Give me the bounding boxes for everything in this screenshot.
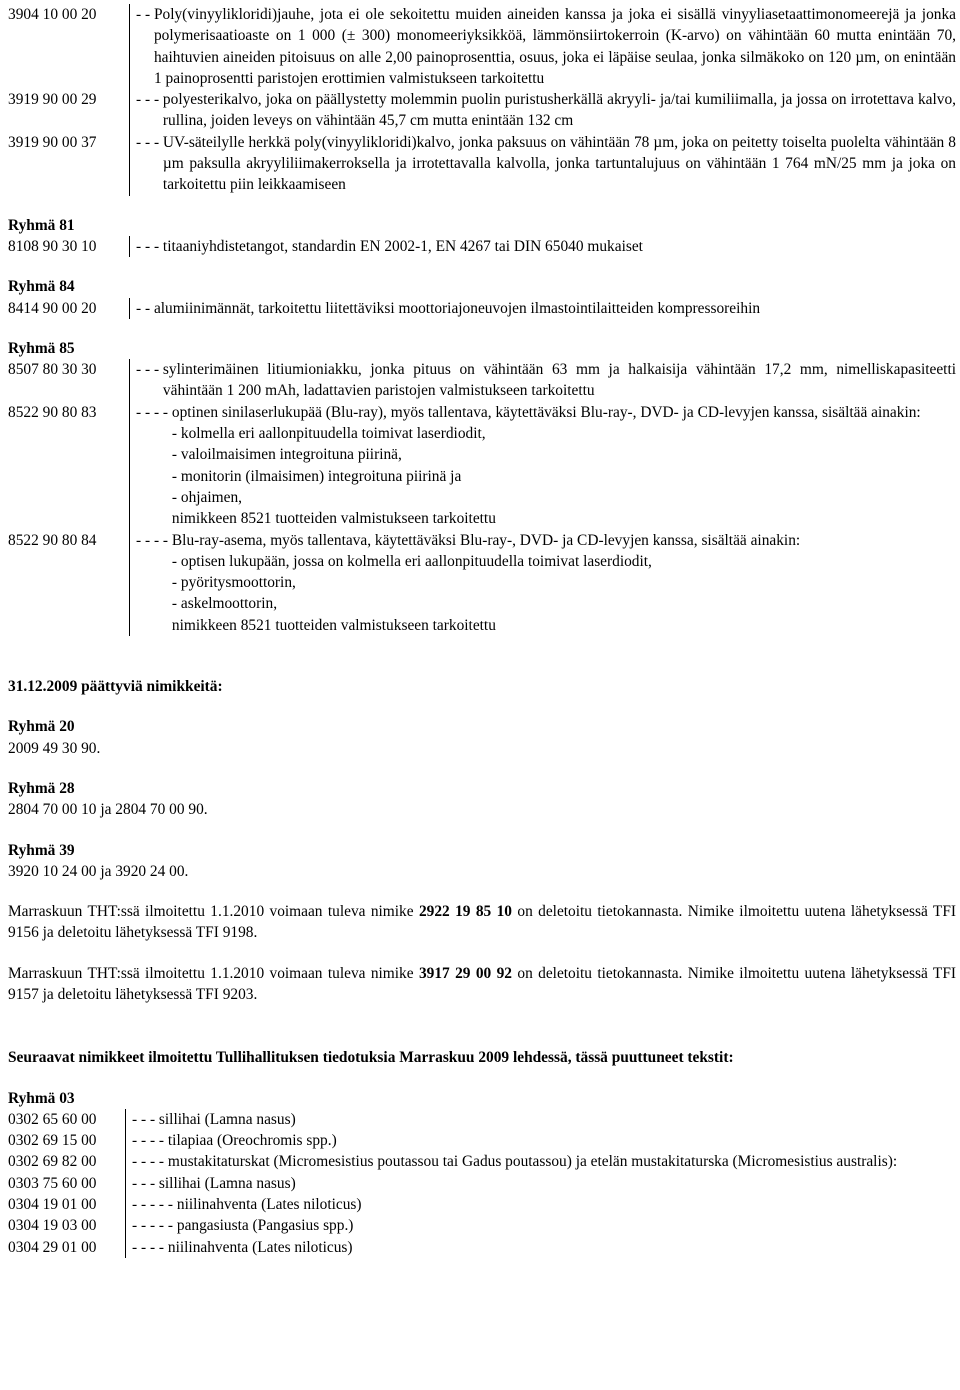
tariff-code: 0304 19 01 00 <box>8 1194 126 1215</box>
indent-dashes: - - - - - <box>132 1196 177 1214</box>
ended-item: 3920 10 24 00 ja 3920 24 00. <box>8 862 189 880</box>
tariff-entry <box>8 1130 960 1151</box>
tariff-entry <box>8 1173 960 1194</box>
note-code: 3917 29 00 92 <box>418 964 513 982</box>
tariff-description <box>172 530 956 636</box>
note-text: Marraskuun THT:ssä ilmoitettu 1.1.2010 voimaan tuleva nimike <box>8 903 419 921</box>
description-line: - valoilmaisimen integroituna piirinä, <box>171 446 402 464</box>
description-line: optinen sinilaserlukupää (Blu-ray), myös tallentava, käytettäväksi Blu-ray-, DVD- ja CD-levyjen kanssa, sisältää ainakin: <box>171 403 921 421</box>
tariff-list-block1 <box>8 4 960 196</box>
tariff-description: sylinterimäinen litiumioniakku, jonka pituus on vähintään 63 mm ja halkaisija vähintään 17,2 mm, nimelliskapasiteetti vähintään 1 200 mAh, ladattavien paristojen valmistukseen tarkoitettu <box>162 361 956 400</box>
indent-dashes: - - - - <box>136 403 172 421</box>
description-line: nimikkeen 8521 tuotteiden valmistukseen tarkoitettu <box>171 510 496 528</box>
group-heading: Ryhmä 84 <box>8 278 75 296</box>
tariff-code: 0303 75 60 00 <box>8 1173 126 1194</box>
section-heading: Seuraavat nimikkeet ilmoitettu Tullihallituksen tiedotuksia Marraskuu 2009 lehdessä, tässä puuttuneet tekstit: <box>8 1049 734 1067</box>
description-line: - askelmoottorin, <box>171 595 278 613</box>
tariff-entry <box>8 530 960 636</box>
tariff-entry <box>8 236 960 257</box>
tariff-description: titaaniyhdistetangot, standardin EN 2002-1, EN 4267 tai DIN 65040 mukaiset <box>162 237 643 255</box>
indent-dashes: - - - <box>136 237 163 255</box>
tariff-code: 0304 19 03 00 <box>8 1215 126 1236</box>
tariff-code: 0302 69 82 00 <box>8 1151 126 1172</box>
indent-dashes: - - - <box>136 361 163 379</box>
tariff-code: 8522 90 80 83 <box>8 402 130 530</box>
tariff-code: 3904 10 00 20 <box>8 4 130 89</box>
indent-dashes: - - - - <box>132 1238 168 1256</box>
tariff-entry <box>8 1215 960 1236</box>
tariff-code: 0302 65 60 00 <box>8 1109 126 1130</box>
indent-dashes: - - <box>136 6 154 23</box>
description-line: Blu-ray-asema, myös tallentava, käytettäväksi Blu-ray-, DVD- ja CD-levyjen kanssa, sisältää ainakin: <box>171 531 801 549</box>
note-text: Marraskuun THT:ssä ilmoitettu 1.1.2010 voimaan tuleva nimike <box>8 964 419 982</box>
tariff-description: sillihai (Lamna nasus) <box>158 1174 296 1192</box>
indent-dashes: - - - <box>132 1174 159 1192</box>
description-line: - pyöritysmoottorin, <box>171 574 296 592</box>
tariff-entry <box>8 89 960 132</box>
indent-dashes: - - - - <box>136 531 172 549</box>
tariff-code: 0302 69 15 00 <box>8 1130 126 1151</box>
tariff-entry <box>8 359 960 402</box>
tariff-description: UV-säteilylle herkkä poly(vinyylikloridi)kalvo, jonka paksuus on vähintään 78 µm, joka on peitetty toiselta puolelta vähintään 8 µm paksulla akryyliliimakerroksella ja irrotettavalla kalvolla, jonka tartuntalujuus on vähintään 1 764 mN/25 mm ja joka on tarkoitettu piin leikkaamiseen <box>162 133 956 194</box>
tariff-description <box>172 402 956 530</box>
tariff-entry <box>8 1151 960 1172</box>
tariff-list-group03 <box>8 1109 960 1258</box>
tariff-description: niilinahventa (Lates niloticus) <box>176 1196 362 1214</box>
tariff-code: 0304 29 01 00 <box>8 1237 126 1258</box>
tariff-code: 8522 90 80 84 <box>8 530 130 636</box>
note-text: on deletoitu tietokannasta. Nimike ilmoitettu uutena lähetyksessä TFI 9156 ja deletoitu lähetyksessä TFI 9198. <box>8 903 960 942</box>
tariff-description: polyesterikalvo, joka on päällystetty molemmin puolin puristusherkällä akryyli- ja/tai kumiliimalla, ja jossa on irrotettava kalvo, rullina, joiden leveys on vähintään 45,7 cm mutta enintään 132 cm <box>162 91 956 130</box>
indent-dashes: - - <box>136 299 154 317</box>
indent-dashes: - - - <box>132 1110 159 1128</box>
document-page <box>8 4 960 1258</box>
tariff-code: 8108 90 30 10 <box>8 236 130 257</box>
indent-dashes: - - - <box>136 91 163 109</box>
indent-dashes: - - - - <box>132 1132 168 1150</box>
tariff-description: pangasiusta (Pangasius spp.) <box>176 1217 354 1235</box>
tariff-entry <box>8 4 960 89</box>
tariff-code: 3919 90 00 29 <box>8 89 130 132</box>
group-heading: Ryhmä 85 <box>8 339 75 357</box>
tariff-entry <box>8 1194 960 1215</box>
group-heading: Ryhmä 03 <box>8 1089 75 1107</box>
indent-dashes: - - - - <box>132 1153 168 1171</box>
section-heading: 31.12.2009 päättyviä nimikkeitä: <box>8 678 223 696</box>
tariff-description: sillihai (Lamna nasus) <box>158 1110 296 1128</box>
description-line: - monitorin (ilmaisimen) integroituna piirinä ja <box>171 467 462 485</box>
tariff-entry <box>8 298 960 319</box>
tariff-description: niilinahventa (Lates niloticus) <box>167 1238 353 1256</box>
note-paragraph <box>8 963 960 1006</box>
tariff-code: 8507 80 30 30 <box>8 359 130 402</box>
tariff-entry <box>8 402 960 530</box>
indent-dashes: - - - <box>136 133 163 151</box>
tariff-description: alumiinimännät, tarkoitettu liitettäviksi moottoriajoneuvojen ilmastointilaitteiden kompressoreihin <box>153 299 761 317</box>
tariff-entry <box>8 1109 960 1130</box>
note-paragraph <box>8 901 960 944</box>
tariff-code: 8414 90 00 20 <box>8 298 130 319</box>
tariff-description: mustakitaturskat (Micromesistius poutassou tai Gadus poutassou) ja etelän mustakitaturska (Micromesistius australis): <box>167 1153 898 1171</box>
tariff-description: tilapiaa (Oreochromis spp.) <box>167 1132 337 1150</box>
group-heading: Ryhmä 81 <box>8 216 75 234</box>
note-code: 2922 19 85 10 <box>418 903 513 921</box>
note-text: on deletoitu tietokannasta. Nimike ilmoitettu uutena lähetyksessä TFI 9157 ja deletoitu lähetyksessä TFI 9203. <box>8 964 960 1003</box>
tariff-description: Poly(vinyylikloridi)jauhe, jota ei ole sekoitettu muiden aineiden kanssa ja joka ei sisällä vinyyliasetaattimonomeerejä ja jonka polymerisaatioaste on 1 000 (± 300) monomeeriyksikköä, lämmönsiirtokerroin (K-arvo) on vähintään 60 mutta enintään 70, haihtuvien aineiden pitoisuus on alle 2,00 painoprosenttia, osuus, joka ei läpäise seulaa, jonka silmäkoko on 120 µm, on enintään 1 painoprosentti paristojen erottimien valmistukseen tarkoitettu <box>153 6 956 87</box>
tariff-code: 3919 90 00 37 <box>8 132 130 196</box>
group-heading: Ryhmä 28 <box>8 779 75 797</box>
group-heading: Ryhmä 39 <box>8 841 75 859</box>
description-line: - kolmella eri aallonpituudella toimivat laserdiodit, <box>171 425 486 443</box>
description-line: nimikkeen 8521 tuotteiden valmistukseen tarkoitettu <box>171 616 496 634</box>
indent-dashes: - - - - - <box>132 1217 177 1235</box>
tariff-entry <box>8 1237 960 1258</box>
ended-item: 2009 49 30 90. <box>8 739 101 757</box>
description-line: - ohjaimen, <box>171 488 242 506</box>
ended-item: 2804 70 00 10 ja 2804 70 00 90. <box>8 801 208 819</box>
tariff-entry <box>8 132 960 196</box>
description-line: - optisen lukupään, jossa on kolmella eri aallonpituudella toimivat laserdiodit, <box>171 552 652 570</box>
group-heading: Ryhmä 20 <box>8 718 75 736</box>
